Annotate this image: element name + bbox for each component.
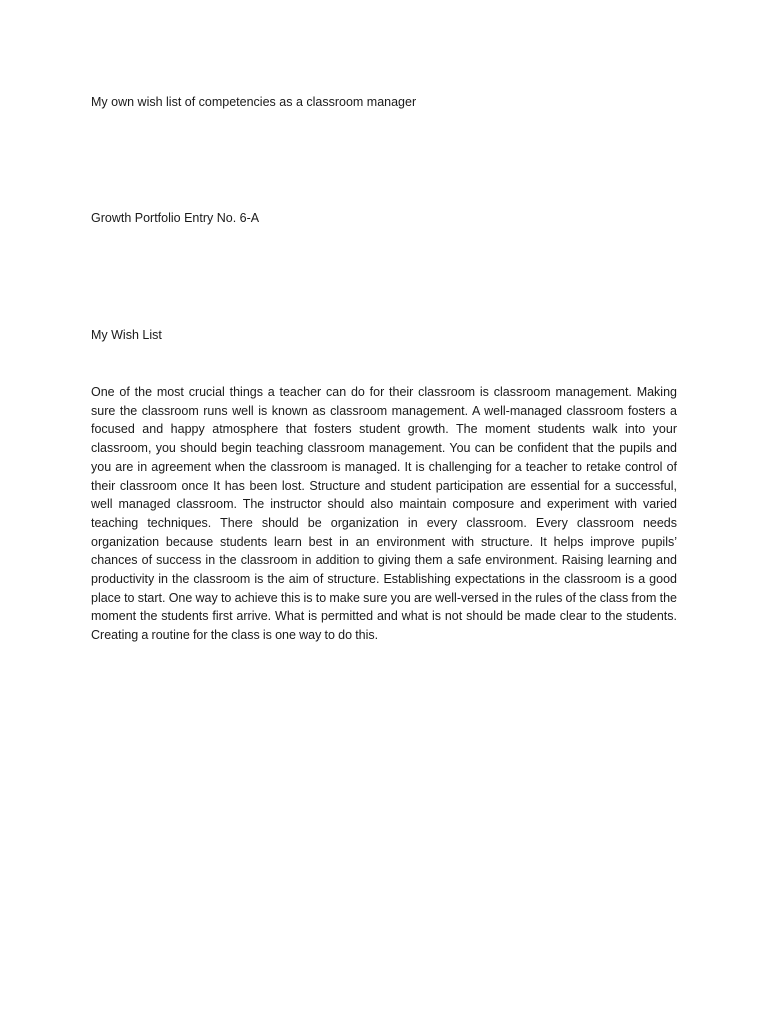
section-heading: My Wish List bbox=[91, 328, 162, 342]
document-title: My own wish list of competencies as a classroom manager bbox=[91, 95, 417, 109]
portfolio-entry-label: Growth Portfolio Entry No. 6-A bbox=[91, 211, 260, 225]
body-paragraph: One of the most crucial things a teacher can do for their classroom is classroom management. Making sure the classroom runs well is known as classroom management. A well-managed classroom fosters a focused and happy atmosphere that fosters student growth. The moment students walk into your classroom, you should begin teaching classroom management. You can be confident that the pupils and you are in agreement when the classroom is managed. It is challenging for a teacher to retake control of their classroom once It has been lost. Structure and student participation are essential for a successful, well managed classroom. The instructor should also maintain composure and experiment with varied teaching techniques. There should be organization in every classroom. Every classroom needs organization because students learn best in an environment with structure. It helps improve pupils’ chances of success in the classroom in addition to giving them a safe environment. Raising learning and productivity in the classroom is the aim of structure. Establishing expectations in the classroom is a good place to start. One way to achieve this is to make sure you are well-versed in the rules of the class from the moment the students first arrive. What is permitted and what is not should be made clear to the students. Creating a routine for the class is one way to do this. bbox=[91, 385, 677, 643]
